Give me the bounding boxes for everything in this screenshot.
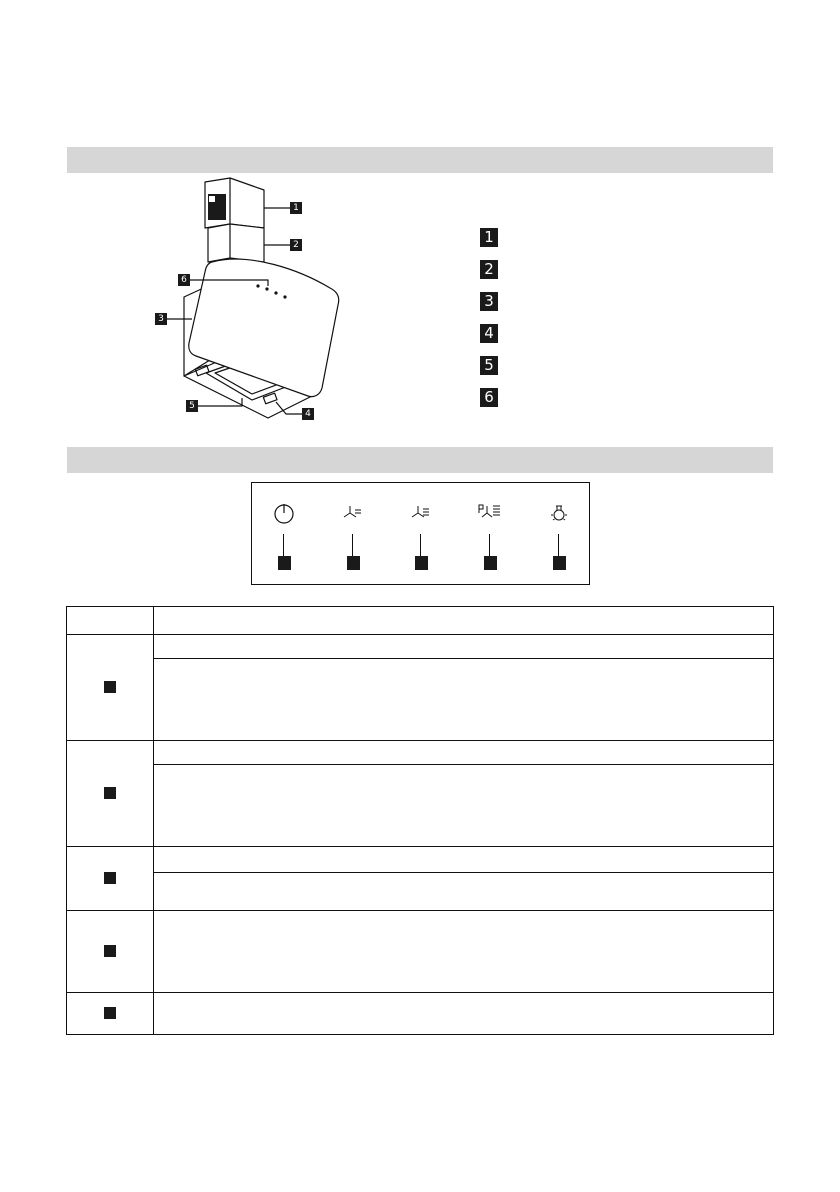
table-row xyxy=(67,741,774,765)
table-row xyxy=(67,659,774,741)
table-header-description xyxy=(154,607,774,635)
light-bulb-icon xyxy=(547,501,571,525)
table-cell xyxy=(154,635,774,659)
table-cell xyxy=(154,993,774,1035)
table-cell xyxy=(154,847,774,873)
control-leader-line xyxy=(283,534,284,556)
key-square xyxy=(104,945,116,957)
control-key-square xyxy=(484,556,497,570)
table-cell xyxy=(154,765,774,847)
key-square xyxy=(104,681,116,693)
section-header-band-2 xyxy=(67,447,773,473)
legend-number-box: 6 xyxy=(480,388,498,407)
control-fan-speed-1[interactable] xyxy=(333,501,373,571)
legend-item xyxy=(480,285,498,317)
control-panel-diagram xyxy=(251,482,590,585)
table-row xyxy=(67,993,774,1035)
cooker-hood-illustration xyxy=(140,176,340,426)
table-key-cell xyxy=(67,741,154,847)
table-key-cell xyxy=(67,993,154,1035)
control-key-square xyxy=(553,556,566,570)
control-leader-line xyxy=(489,534,490,556)
legend-item xyxy=(480,381,498,413)
legend-item xyxy=(480,253,498,285)
fan-speed-2-icon xyxy=(409,501,433,525)
legend-number-box: 1 xyxy=(480,228,498,247)
key-square xyxy=(104,1007,116,1019)
table-cell xyxy=(154,873,774,911)
control-leader-line xyxy=(352,534,353,556)
fan-speed-1-icon xyxy=(341,501,365,525)
table-row xyxy=(67,873,774,911)
table-row xyxy=(67,847,774,873)
table-key-cell xyxy=(67,847,154,911)
power-icon xyxy=(272,501,296,525)
figure-callout-6: 6 xyxy=(178,274,190,286)
table-cell xyxy=(154,741,774,765)
table-row xyxy=(67,635,774,659)
legend-number-box: 2 xyxy=(480,260,498,279)
legend-item xyxy=(480,317,498,349)
table-key-cell xyxy=(67,635,154,741)
legend-number-box: 5 xyxy=(480,356,498,375)
table-row xyxy=(67,911,774,993)
parts-legend xyxy=(480,221,498,413)
table-cell xyxy=(154,911,774,993)
control-leader-line xyxy=(558,534,559,556)
table-row xyxy=(67,765,774,847)
figure-callout-4: 4 xyxy=(302,408,314,420)
legend-item xyxy=(480,349,498,381)
key-square xyxy=(104,872,116,884)
key-square xyxy=(104,787,116,799)
table-header-key xyxy=(67,607,154,635)
legend-number-box: 3 xyxy=(480,292,498,311)
figure-callout-3: 3 xyxy=(155,313,167,325)
control-leader-line xyxy=(420,534,421,556)
control-fan-boost[interactable] xyxy=(470,501,510,571)
control-key-square xyxy=(415,556,428,570)
figure-callout-1: 1 xyxy=(290,202,302,214)
table-key-cell xyxy=(67,911,154,993)
control-power[interactable] xyxy=(264,501,304,571)
fan-boost-icon xyxy=(477,501,503,525)
figure-callout-5: 5 xyxy=(186,400,198,412)
legend-item xyxy=(480,221,498,253)
control-key-square xyxy=(278,556,291,570)
control-fan-speed-2[interactable] xyxy=(401,501,441,571)
legend-number-box: 4 xyxy=(480,324,498,343)
control-light[interactable] xyxy=(539,501,579,571)
control-key-square xyxy=(347,556,360,570)
table-header-row xyxy=(67,607,774,635)
figure-callout-2: 2 xyxy=(290,239,302,251)
section-header-band-1 xyxy=(67,147,773,173)
table-cell xyxy=(154,659,774,741)
function-table xyxy=(66,606,774,1035)
